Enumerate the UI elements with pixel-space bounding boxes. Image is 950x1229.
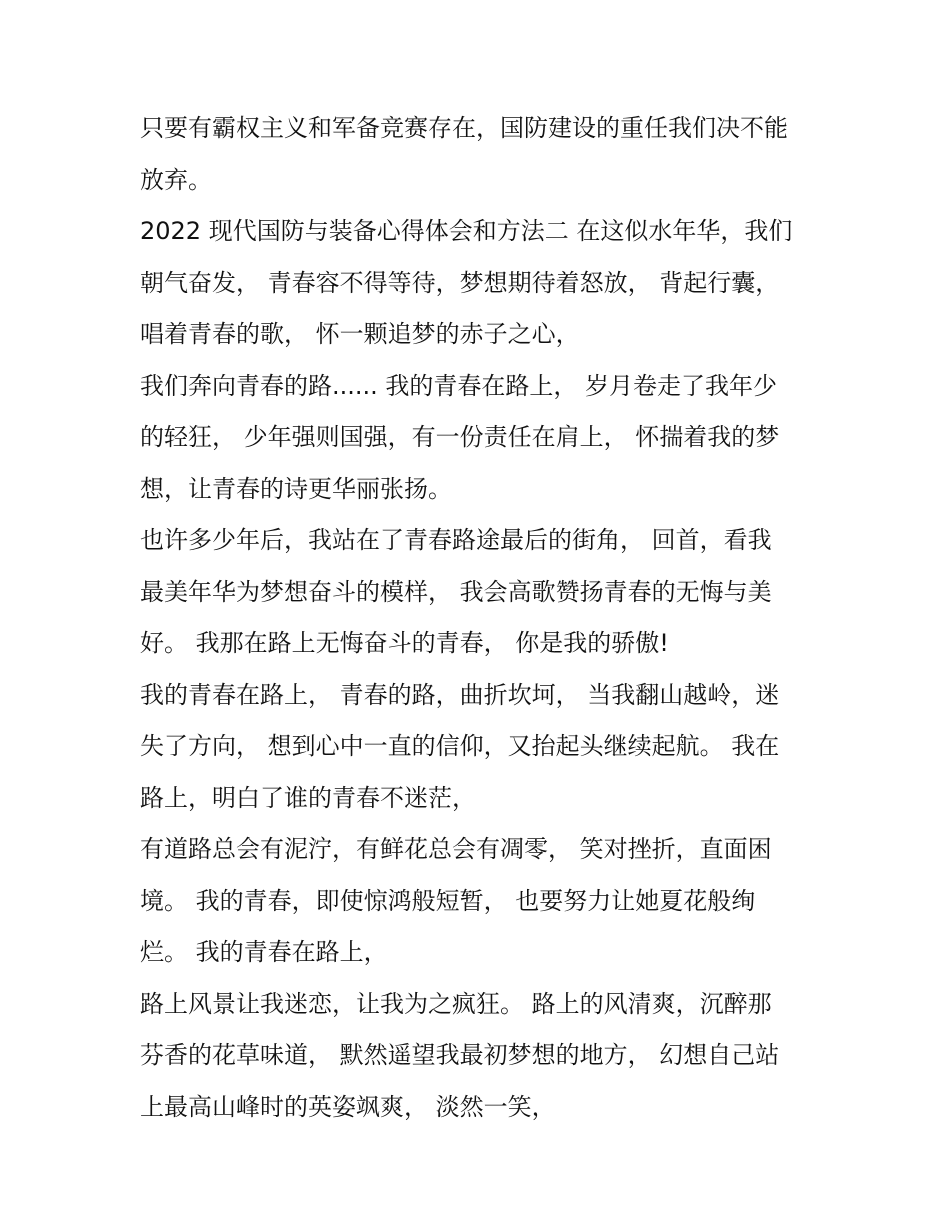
text-line: 想，让青春的诗更华丽张扬。 <box>140 474 452 503</box>
text-line: 我们奔向青春的路...... 我的青春在路上， 岁月卷走了我年少 <box>140 371 778 400</box>
text-line: 放弃。 <box>140 165 212 194</box>
text-line: 只要有霸权主义和军备竞赛存在，国防建设的重任我们决不能 <box>140 114 788 142</box>
text-line: 路上风景让我迷恋，让我为之疯狂。 路上的风清爽，沉醉那 <box>140 989 772 1018</box>
text-line: 有道路总会有泥泞，有鲜花总会有凋零， 笑对挫折，直面困 <box>140 835 772 863</box>
text-line: 芬香的花草味道， 默然遥望我最初梦想的地方， 幻想自己站 <box>140 1041 780 1069</box>
text-line: 好。 我那在路上无悔奋斗的青春， 你是我的骄傲! <box>140 629 669 657</box>
text-line: 路上，明白了谁的青春不迷茫， <box>140 783 476 812</box>
text-line: 失了方向， 想到心中一直的信仰，又抬起头继续起航。 我在 <box>140 732 780 760</box>
text-line: 的轻狂， 少年强则国强，有一份责任在肩上， 怀揣着我的梦 <box>140 423 780 451</box>
text-line: 朝气奋发， 青春容不得等待，梦想期待着怒放， 背起行囊， <box>140 268 780 297</box>
text-line: 唱着青春的歌， 怀一颗追梦的赤子之心， <box>140 320 580 348</box>
text-line: 上最高山峰时的英姿飒爽， 淡然一笑， <box>140 1092 556 1121</box>
text-line: 我的青春在路上， 青春的路，曲折坎坷， 当我翻山越岭，迷 <box>140 680 780 709</box>
text-line: 也许多少年后，我站在了青春路途最后的街角， 回首，看我 <box>140 526 772 554</box>
text-line: 烂。 我的青春在路上， <box>140 938 388 966</box>
body-text <box>140 103 820 1133</box>
text-line: 最美年华为梦想奋斗的模样， 我会高歌赞扬青春的无悔与美 <box>140 577 772 606</box>
text-line: 2022 现代国防与装备心得体会和方法二 在这似水年华，我们 <box>140 217 793 245</box>
text-line: 境。 我的青春，即使惊鸿般短暂， 也要努力让她夏花般绚 <box>140 886 756 915</box>
